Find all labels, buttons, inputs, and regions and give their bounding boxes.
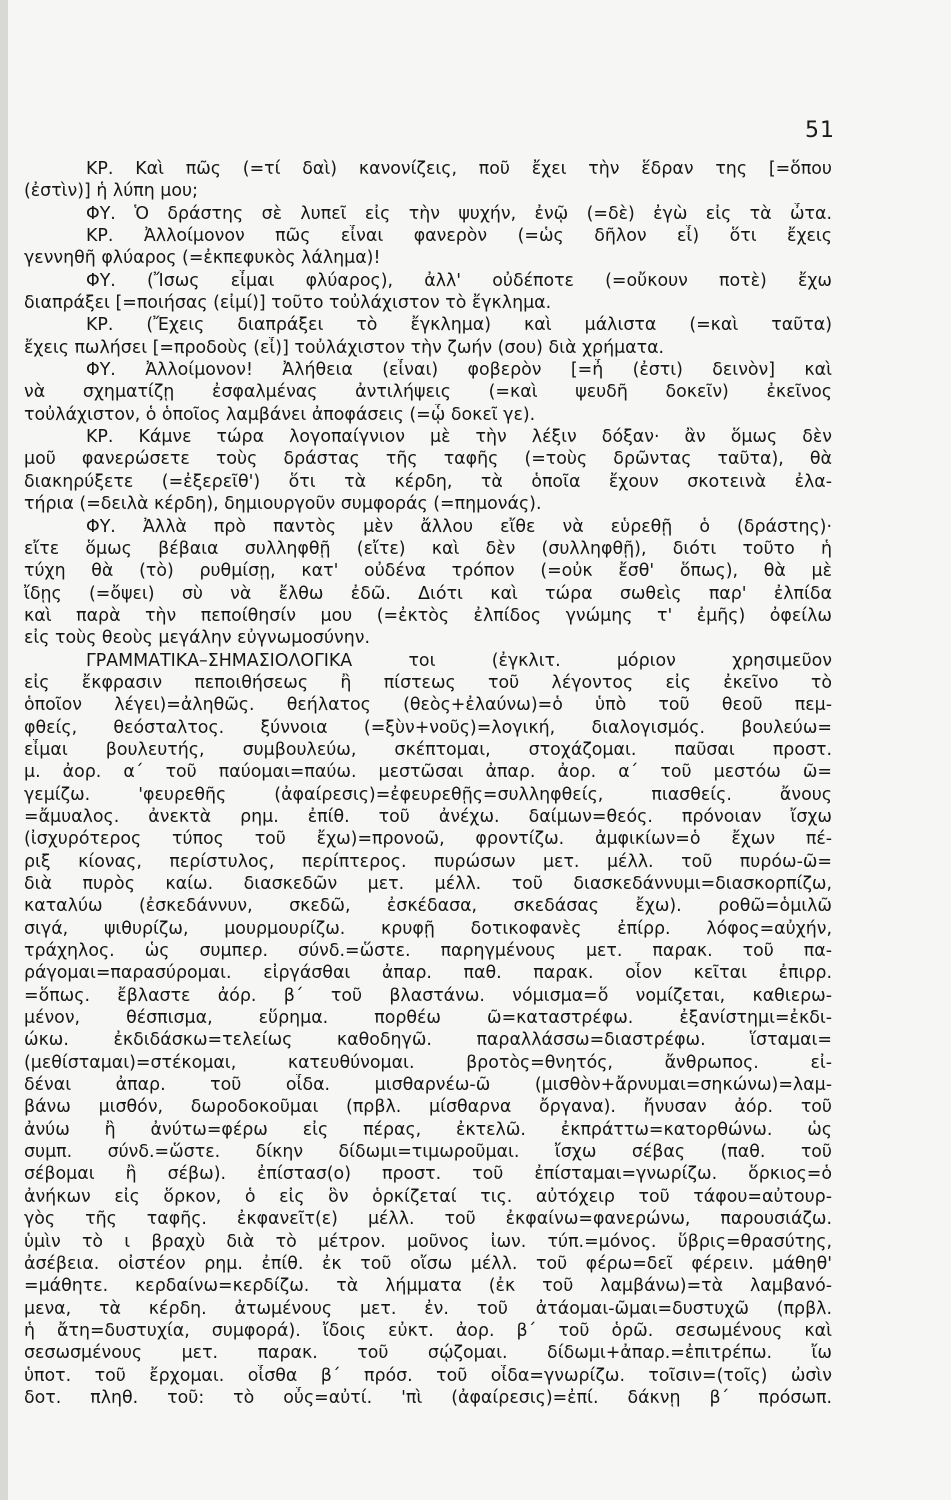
text-line: σεσωσμένους μετ. παρακ. τοῦ σῴζομαι. δίδωμι+ἀπαρ.=ἐπιτρέπω. ἴω xyxy=(24,1343,832,1364)
text-line: εἰς ἔκφρασιν πεποιθήσεως ἢ πίστεως τοῦ λέγοντος εἰς ἐκεῖνο τὸ xyxy=(24,672,832,693)
text-line: =ὅπως. ἔβλαστε ἀόρ. β΄ τοῦ βλαστάνω. νόμισμα=ὅ νομίζεται, καθιερω- xyxy=(24,985,832,1006)
text-line: διὰ πυρὸς καίω. διασκεδῶν μετ. μέλλ. τοῦ διασκεδάννυμι=διασκορπίζω, xyxy=(24,874,832,894)
text-line: ΦΥ. (Ἴσως εἶμαι φλύαρος), ἀλλ' οὐδέποτε (=οὔκουν ποτὲ) ἔχω xyxy=(86,270,832,291)
page-number: 51 xyxy=(805,118,835,143)
text-line: (ἰσχυρότερος τύπος τοῦ ἔχω)=προνοῶ, φροντίζω. ἀμφικίων=ὁ ἔχων πέ- xyxy=(24,829,832,850)
text-line: εἶμαι βουλευτής, συμβουλεύω, σκέπτομαι, στοχάζομαι. παῦσαι προστ. xyxy=(24,739,832,760)
page-edge-shadow xyxy=(0,0,8,1500)
text-line: σέβομαι ἢ σέβω). ἐπίστασ(ο) προστ. τοῦ ἐπίσταμαι=γνωρίζω. ὅρκιος=ὁ xyxy=(24,1164,832,1185)
text-line: ΦΥ. Ὁ δράστης σὲ λυπεῖ εἰς τὴν ψυχήν, ἐνῷ (=δὲ) ἐγὼ εἰς τὰ ὦτα. xyxy=(86,203,832,224)
text-line: ΚΡ. (Ἔχεις διαπράξει τὸ ἔγκλημα) καὶ μάλιστα (=καὶ ταῦτα) xyxy=(86,315,832,336)
text-line: μενα, τὰ κέρδη. ἀτωμένους μετ. ἐν. τοῦ ἀτάομαι-ῶμαι=δυστυχῶ (πρβλ. xyxy=(24,1298,832,1319)
text-line: τοὐλάχιστον, ὁ ὁποῖος λαμβάνει ἀποφάσεις (=ᾧ δοκεῖ γε). xyxy=(24,404,536,425)
text-line: ΚΡ. Κάμνε τώρα λογοπαίγνιον μὲ τὴν λέξιν δόξαν· ἂν ὅμως δὲν xyxy=(86,427,832,448)
body-text xyxy=(24,158,832,1409)
text-line: δέναι ἀπαρ. τοῦ οἶδα. μισθαρνέω-ῶ (μισθὸν+ἄρνυμαι=σηκώνω)=λαμ- xyxy=(24,1075,832,1096)
text-line: ἀνύω ἢ ἀνύτω=φέρω εἰς πέρας, ἐκτελῶ. ἐκπράττω=κατορθώνω. ὡς xyxy=(24,1119,832,1140)
text-line: ΚΡ. Ἀλλοίμονον πῶς εἶναι φανερὸν (=ὡς δῆλον εἶ) ὅτι ἔχεις xyxy=(86,226,832,247)
text-line: γεμίζω. 'φευρεθῆς (ἀφαίρεσις)=ἐφευρεθῇς=συλληφθείς, πιασθείς. ἄνους xyxy=(24,784,832,805)
text-line: τήρια (=δειλὰ κέρδη), δημιουργοῦν συμφοράς (=πημονάς). xyxy=(24,494,542,515)
text-line: βάνω μισθόν, δωροδοκοῦμαι (πρβλ. μίσθαρνα ὄργανα). ἤνυσαν ἀόρ. τοῦ xyxy=(24,1097,832,1118)
text-line: ἀνήκων εἰς ὅρκον, ὁ εἰς ὃν ὁρκίζεταί τις. αὐτόχειρ τοῦ τάφου=αὐτουρ- xyxy=(24,1186,832,1207)
text-line: μένον, θέσπισμα, εὕρημα. πορθέω ῶ=καταστρέφω. ἐξανίστημι=ἐκδι- xyxy=(24,1008,832,1029)
text-line: καὶ παρὰ τὴν πεποίθησίν μου (=ἐκτὸς ἐλπίδος γνώμης τ' ἐμῆς) ὀφείλω xyxy=(24,605,832,626)
text-line: διαπράξει [=ποιήσας (εἰμί)] τοῦτο τοὐλάχιστον τὸ ἔγκλημα. xyxy=(24,293,552,314)
text-line: γεννηθῆ φλύαρος (=ἐκπεφυκὸς λάλημα)! xyxy=(24,248,381,269)
text-line: ἡ ἄτη=δυστυχία, συμφορά). ἴδοις εὐκτ. ἀορ. β΄ τοῦ ὁρῶ. σεσωμένους καὶ xyxy=(24,1320,832,1341)
text-line: σιγά, ψιθυρίζω, μουρμουρίζω. κρυφῇ δοτικοφανὲς ἐπίρρ. λόφος=αὐχήν, xyxy=(24,918,832,939)
text-line: εἰς τοὺς θεοὺς μεγάλην εὐγνωμοσύνην. xyxy=(24,628,370,649)
text-line: ριξ κίονας, περίστυλος, περίπτερος. πυρώσων μετ. μέλλ. τοῦ πυρόω-ῶ= xyxy=(24,851,832,872)
text-line: (μεθίσταμαι)=στέκομαι, κατευθύνομαι. βροτὸς=θνητός, ἄνθρωπος. εἰ- xyxy=(24,1052,832,1073)
text-line: μοῦ φανερώσετε τοὺς δράστας τῆς ταφῆς (=τοὺς δρῶντας ταῦτα), θὰ xyxy=(24,449,832,470)
text-line: ὑποτ. τοῦ ἔρχομαι. οἶσθα β΄ πρόσ. τοῦ οἶδα=γνωρίζω. τοῖσιν=(τοῖς) ὠσὶν xyxy=(24,1365,832,1386)
text-line: ΓΡΑΜΜΑΤΙΚΑ–ΣΗΜΑΣΙΟΛΟΓΙΚΑ τοι (ἐγκλιτ. μόριον χρησιμεῦον xyxy=(86,650,832,671)
text-line: (ἐστὶν)] ἡ λύπη μου; xyxy=(24,181,198,202)
text-line: =ἄμυαλος. ἀνεκτὰ ρημ. ἐπίθ. τοῦ ἀνέχω. δαίμων=θεός. πρόνοιαν ἴσχω xyxy=(24,806,832,827)
text-line: καταλύω (ἐσκεδάννυν, σκεδῶ, ἐσκέδασα, σκεδάσας ἔχω). ροθῶ=ὁμιλῶ xyxy=(24,896,832,917)
text-line: εἴτε ὅμως βέβαια συλληφθῇ (εἴτε) καὶ δὲν (συλληφθῇ), διότι τοῦτο ἡ xyxy=(24,538,832,559)
text-line: γὸς τῆς ταφῆς. ἐκφανεῖτ(ε) μέλλ. τοῦ ἐκφαίνω=φανερώνω, παρουσιάζω. xyxy=(24,1209,832,1230)
text-line: ώκω. ἐκδιδάσκω=τελείως καθοδηγῶ. παραλλάσσω=διαστρέφω. ἵσταμαι= xyxy=(24,1030,832,1051)
text-line: ἴδῃς (=ὄψει) σὺ νὰ ἔλθω ἐδῶ. Διότι καὶ τώρα σωθεὶς παρ' ἐλπίδα xyxy=(24,583,832,604)
text-line: ΦΥ. Ἀλλοίμονον! Ἀλήθεια (εἶναι) φοβερὸν [=ἦ (ἐστι) δεινὸν] καὶ xyxy=(86,360,832,381)
text-line: ΚΡ. Καὶ πῶς (=τί δαὶ) κανονίζεις, ποῦ ἔχει τὴν ἕδραν της [=ὅπου xyxy=(86,159,832,179)
text-line: μ. ἀορ. α΄ τοῦ παύομαι=παύω. μεστῶσαι ἀπαρ. ἀορ. α΄ τοῦ μεστόω ῶ= xyxy=(24,762,832,783)
text-line: δοτ. πληθ. τοῦ: τὸ οὖς=αὐτί. 'πὶ (ἀφαίρεσις)=ἐπί. δάκνῃ β΄ πρόσωπ. xyxy=(24,1387,832,1408)
text-line: τράχηλος. ὡς συμπερ. σύνδ.=ὥστε. παρηγμένους μετ. παρακ. τοῦ πα- xyxy=(24,941,832,962)
text-line: νὰ σχηματίζῃ ἐσφαλμένας ἀντιλήψεις (=καὶ ψευδῆ δοκεῖν) ἐκεῖνος xyxy=(24,382,832,403)
text-line: διακηρύξετε (=ἐξερεῖθ') ὅτι τὰ κέρδη, τὰ ὁποῖα ἔχουν σκοτεινὰ ἐλα- xyxy=(24,471,832,492)
text-line: ἀσέβεια. οἰστέον ρημ. ἐπίθ. ἐκ τοῦ οἴσω μέλλ. τοῦ φέρω=δεῖ φέρειν. μάθηθ' xyxy=(24,1253,832,1274)
text-line: ὑμὶν τὸ ι βραχὺ διὰ τὸ μέτρον. μοῦνος ἰων. τύπ.=μόνος. ὕβρις=θρασύτης, xyxy=(24,1231,832,1252)
text-line: φθείς, θεόσταλτος. ξύννοια (=ξὺν+νοῦς)=λογική, διαλογισμός. βουλεύω= xyxy=(24,717,832,738)
text-line: τύχη θὰ (τὸ) ρυθμίσῃ, κατ' οὐδένα τρόπον (=οὐκ ἔσθ' ὅπως), θὰ μὲ xyxy=(24,561,832,582)
text-line: ράγομαι=παρασύρομαι. εἰργάσθαι ἀπαρ. παθ. παρακ. οἷον κεῖται ἐπιρρ. xyxy=(24,963,832,984)
text-line: ΦΥ. Ἀλλὰ πρὸ παντὸς μὲν ἄλλου εἴθε νὰ εὑρεθῇ ὁ (δράστης)· xyxy=(86,516,832,537)
text-line: ἔχεις πωλήσει [=προδοὺς (εἶ)] τοὐλάχιστον τὴν ζωήν (σου) διὰ χρήματα. xyxy=(24,337,665,358)
text-line: ὁποῖον λέγει)=ἀληθῶς. θεήλατος (θεὸς+ἐλαύνω)=ὁ ὑπὸ τοῦ θεοῦ πεμ- xyxy=(24,695,832,716)
text-line: συμπ. σύνδ.=ὥστε. δίκην δίδωμι=τιμωροῦμαι. ἴσχω σέβας (παθ. τοῦ xyxy=(24,1142,832,1163)
text-line: =μάθητε. κερδαίνω=κερδίζω. τὰ λήμματα (ἐκ τοῦ λαμβάνω)=τὰ λαμβανό- xyxy=(24,1276,832,1297)
